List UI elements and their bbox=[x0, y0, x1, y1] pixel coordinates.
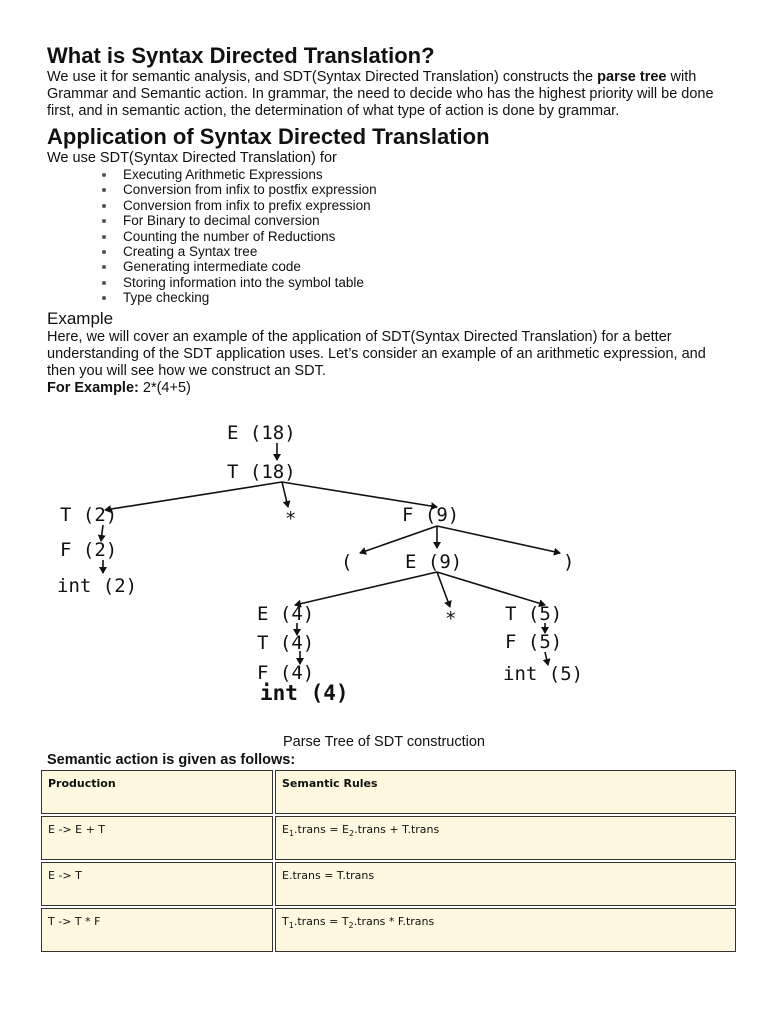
list-item: Executing Arithmetic Expressions bbox=[123, 167, 737, 182]
for-example-line bbox=[47, 380, 737, 397]
semantic-heading: Semantic action is given as follows: bbox=[47, 752, 296, 768]
figure-caption: Parse Tree of SDT construction bbox=[282, 734, 486, 750]
rule-cell bbox=[275, 908, 736, 952]
intro-pre: We use it for semantic analysis, and SDT(Syntax Directed Translation) constructs the bbox=[47, 69, 598, 85]
rule-subscript: 2 bbox=[348, 829, 355, 839]
tree-node-int5: int (5) bbox=[503, 663, 584, 685]
tree-node-t2: T (2) bbox=[60, 504, 118, 526]
tree-node-t4: T (4) bbox=[257, 632, 315, 654]
list-item: For Binary to decimal conversion bbox=[123, 213, 737, 228]
example-heading: Example bbox=[47, 308, 114, 328]
rule-part: E bbox=[282, 823, 289, 836]
intro-paragraph bbox=[47, 69, 737, 120]
list-item: Conversion from infix to prefix expression bbox=[123, 198, 737, 213]
tree-node-rparen: ) bbox=[563, 551, 575, 573]
tree-node-f4: F (4) bbox=[257, 662, 315, 684]
tree-node-f9: F (9) bbox=[402, 504, 460, 526]
rule-part: .trans * F.trans bbox=[353, 915, 435, 928]
tree-node-t5: T (5) bbox=[505, 603, 563, 625]
table-row bbox=[41, 908, 736, 952]
production-cell: T -> T * F bbox=[41, 908, 273, 952]
tree-node-e9: E (9) bbox=[405, 551, 463, 573]
edge-f9-rparen bbox=[437, 526, 560, 553]
intro-post: with Grammar and Semantic action. In grammar, the need to decide who has the highest priority will be done first, and in semantic action, the determination of what type of action is done by grammar. bbox=[47, 69, 714, 119]
list-item: Creating a Syntax tree bbox=[123, 244, 737, 259]
page-title: What is Syntax Directed Translation? bbox=[47, 43, 435, 68]
rule-part: .trans = E bbox=[294, 823, 349, 836]
list-item: Generating intermediate code bbox=[123, 259, 737, 274]
list-item: Type checking bbox=[123, 290, 737, 305]
edge-f9-lparen bbox=[360, 526, 437, 553]
list-item: Storing information into the symbol table bbox=[123, 275, 737, 290]
edge-t18-t2 bbox=[105, 482, 282, 510]
tree-node-star1: * bbox=[285, 508, 297, 530]
section-heading-application: Application of Syntax Directed Translation bbox=[47, 124, 490, 149]
rule-part: .trans + T.trans bbox=[354, 823, 440, 836]
table-row bbox=[41, 816, 736, 860]
rule-cell bbox=[275, 816, 736, 860]
semantic-rules-table bbox=[39, 768, 738, 954]
tree-node-star2: * bbox=[445, 608, 457, 630]
edge-e9-t5 bbox=[437, 572, 545, 605]
tree-node-f5: F (5) bbox=[505, 631, 563, 653]
rule-subscript: 1 bbox=[288, 921, 294, 931]
rule-subscript: 1 bbox=[288, 829, 295, 839]
edge-e9-star2 bbox=[437, 572, 450, 607]
header-production: Production bbox=[41, 770, 273, 814]
edge-e9-e4 bbox=[295, 572, 437, 605]
rule-part: E.trans = T.trans bbox=[282, 869, 375, 882]
rule-part: T bbox=[282, 915, 289, 928]
applications-list bbox=[47, 167, 737, 306]
document-body bbox=[47, 42, 737, 397]
tree-node-root: E (18) bbox=[227, 422, 296, 444]
rule-subscript: 2 bbox=[348, 921, 354, 931]
production-cell: E -> T bbox=[41, 862, 273, 906]
edge-t18-star1 bbox=[282, 482, 288, 507]
header-semantic-rules: Semantic Rules bbox=[275, 770, 736, 814]
table-header-row bbox=[41, 770, 736, 814]
tree-node-e4: E (4) bbox=[257, 603, 315, 625]
tree-node-lparen: ( bbox=[341, 551, 353, 573]
example-paragraph: Here, we will cover an example of the application of SDT(Syntax Directed Translation) for a better understanding of the SDT application uses. Let’s consider an example of an arithmetic expression, and then you will see how we construct an SDT. bbox=[47, 328, 706, 379]
table-row bbox=[41, 862, 736, 906]
rule-cell bbox=[275, 862, 736, 906]
production-cell: E -> E + T bbox=[41, 816, 273, 860]
for-example-label: For Example: bbox=[47, 379, 139, 396]
tree-node-t18: T (18) bbox=[227, 461, 296, 483]
parse-tree-svg bbox=[45, 415, 685, 715]
for-example-expression: 2*(4+5) bbox=[138, 379, 191, 396]
intro-bold: parse tree bbox=[597, 69, 667, 85]
applications-intro: We use SDT(Syntax Directed Translation) for bbox=[47, 150, 337, 166]
rule-part: .trans = T bbox=[293, 915, 349, 928]
tree-node-f2: F (2) bbox=[60, 539, 118, 561]
list-item: Counting the number of Reductions bbox=[123, 229, 737, 244]
list-item: Conversion from infix to postfix expression bbox=[123, 182, 737, 197]
parse-tree-figure bbox=[45, 415, 685, 715]
tree-node-int2: int (2) bbox=[57, 575, 138, 597]
tree-node-int4: int (4) bbox=[260, 681, 349, 705]
